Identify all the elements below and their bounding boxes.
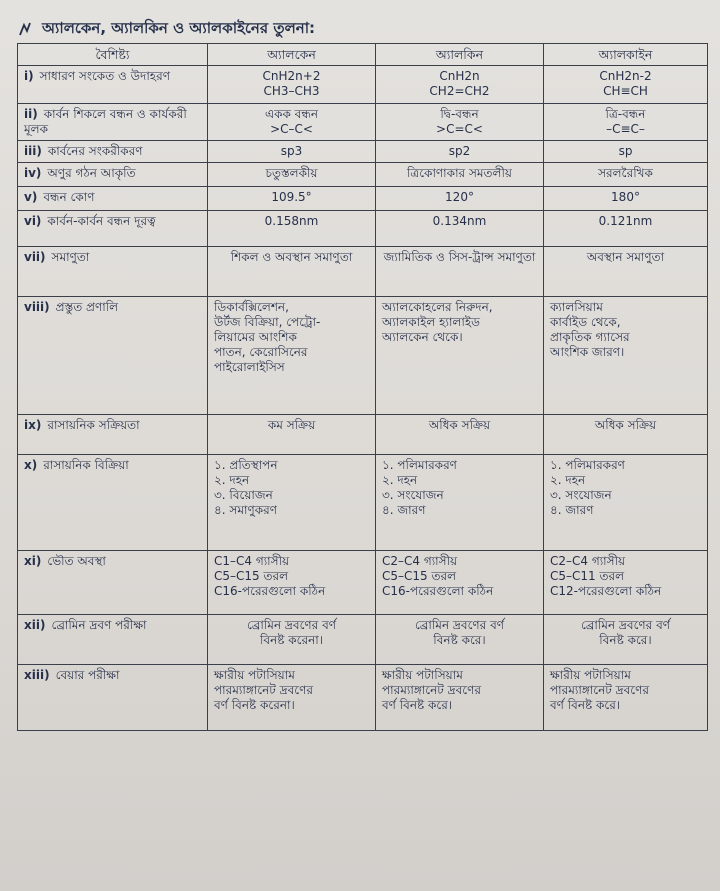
feature-label: প্রস্তুত প্রণালি — [55, 300, 119, 314]
alkane-cell — [208, 551, 376, 615]
alkene-cell — [376, 297, 544, 415]
alkene-cell — [376, 66, 544, 104]
alkene-cell — [376, 615, 544, 665]
alkene-line: CH2=CH2 — [429, 84, 490, 98]
alkyne-line: C5–C11 তরল — [550, 569, 625, 583]
alkyne-line: বিনষ্ট করে। — [599, 633, 652, 647]
table-row — [18, 104, 708, 141]
alkyne-line: ক্যালসিয়াম — [550, 300, 603, 314]
alkane-line: 0.158nm — [264, 214, 319, 228]
row-number: xiii) — [24, 668, 50, 682]
alkane-line: বিনষ্ট করেনা। — [259, 633, 324, 647]
alkene-line: ব্রোমিন দ্রবণের বর্ণ — [414, 618, 505, 632]
alkene-cell — [376, 247, 544, 297]
alkane-line: >C–C< — [270, 122, 313, 136]
alkene-line: বিনষ্ট করে। — [433, 633, 486, 647]
alkene-line: ত্রিকোণাকার সমতলীয় — [406, 166, 512, 180]
alkane-line: C16-পরেরগুলো কঠিন — [214, 584, 326, 598]
row-number: v) — [24, 190, 38, 204]
page-heading — [18, 14, 315, 44]
alkane-line: কম সক্রিয় — [267, 418, 316, 432]
feature-cell — [18, 415, 208, 455]
alkane-line: C5–C15 তরল — [214, 569, 289, 583]
alkyne-line: কার্বাইড থেকে, — [550, 315, 621, 329]
table-row — [18, 247, 708, 297]
alkyne-cell — [544, 297, 708, 415]
alkyne-cell — [544, 665, 708, 731]
alkyne-line: ৩. সংযোজন — [550, 488, 612, 502]
alkane-line: ব্রোমিন দ্রবণের বর্ণ — [246, 618, 337, 632]
alkane-line: 109.5° — [271, 190, 312, 204]
header-alkene: অ্যালকিন — [376, 44, 544, 66]
alkane-cell — [208, 415, 376, 455]
comparison-table — [17, 43, 708, 731]
alkyne-line: –C≡C– — [606, 122, 645, 136]
row-number: i) — [24, 69, 34, 83]
table-header-row — [18, 44, 708, 66]
alkyne-line: ব্রোমিন দ্রবণের বর্ণ — [580, 618, 671, 632]
alkene-cell — [376, 455, 544, 551]
feature-cell — [18, 665, 208, 731]
alkyne-line: প্রাকৃতিক গ্যাসের — [550, 330, 630, 344]
table-row — [18, 66, 708, 104]
alkene-cell — [376, 665, 544, 731]
alkyne-cell — [544, 141, 708, 163]
alkene-line: >C=C< — [436, 122, 483, 136]
alkane-cell — [208, 66, 376, 104]
alkane-line: পাতন, কেরোসিনের — [214, 345, 308, 359]
alkene-cell — [376, 551, 544, 615]
alkane-cell — [208, 665, 376, 731]
alkyne-cell — [544, 187, 708, 211]
alkane-cell — [208, 104, 376, 141]
table-row — [18, 551, 708, 615]
alkane-line: sp3 — [280, 144, 303, 158]
table-row — [18, 163, 708, 187]
alkane-line: ২. দহন — [214, 473, 250, 487]
alkyne-line: পারম্যাঙ্গানেট দ্রবণের — [550, 683, 649, 697]
alkene-line: ১. পলিমারকরণ — [382, 458, 457, 472]
alkane-cell — [208, 615, 376, 665]
feature-label: অণুর গঠন আকৃতি — [47, 166, 136, 180]
alkene-cell — [376, 104, 544, 141]
alkyne-line: 180° — [611, 190, 640, 204]
alkane-line: চতুস্তলকীয় — [265, 166, 318, 180]
alkyne-cell — [544, 104, 708, 141]
feature-cell — [18, 551, 208, 615]
alkene-line: অ্যালকাইল হ্যালাইড — [382, 315, 480, 329]
alkane-line: ৩. বিয়োজন — [214, 488, 273, 502]
alkyne-cell — [544, 163, 708, 187]
feature-cell — [18, 141, 208, 163]
feature-label: কার্বন শিকলে বন্ধন ও কার্যকরী মূলক — [24, 107, 187, 136]
feature-cell — [18, 104, 208, 141]
alkane-line: একক বন্ধন — [264, 107, 319, 121]
alkene-cell — [376, 187, 544, 211]
alkane-cell — [208, 297, 376, 415]
alkane-line: পাইরোলাইসিস — [214, 360, 285, 374]
feature-label: ব্রোমিন দ্রবণ পরীক্ষা — [51, 618, 147, 632]
alkane-cell — [208, 187, 376, 211]
alkene-line: জ্যামিতিক ও সিস-ট্রান্স সমাণুতা — [383, 250, 536, 264]
alkyne-line: C12-পরেরগুলো কঠিন — [550, 584, 662, 598]
alkane-line: বর্ণ বিনষ্ট করেনা। — [214, 698, 295, 712]
feature-cell — [18, 247, 208, 297]
alkene-line: 120° — [445, 190, 474, 204]
header-alkyne: অ্যালকাইন — [544, 44, 708, 66]
feature-label: কার্বনের সংকরীকরণ — [47, 144, 143, 158]
alkane-cell — [208, 211, 376, 247]
page-title: অ্যালকেন, অ্যালকিন ও অ্যালকাইনের তুলনা: — [42, 18, 316, 37]
row-number: ii) — [24, 107, 38, 121]
alkane-line: ক্ষারীয় পটাসিয়াম — [214, 668, 295, 682]
alkyne-line: ১. পলিমারকরণ — [550, 458, 625, 472]
alkene-cell — [376, 141, 544, 163]
row-number: vi) — [24, 214, 42, 228]
alkyne-line: ২. দহন — [550, 473, 586, 487]
alkene-line: অ্যালকেন থেকে। — [382, 330, 463, 344]
feature-label: বন্ধন কোণ — [43, 190, 95, 204]
alkane-cell — [208, 455, 376, 551]
table-row — [18, 455, 708, 551]
feature-label: কার্বন-কার্বন বন্ধন দূরত্ব — [47, 214, 156, 228]
row-number: vii) — [24, 250, 46, 264]
alkene-line: পারম্যাঙ্গানেট দ্রবণের — [382, 683, 481, 697]
alkyne-line: অবস্থান সমাণুতা — [586, 250, 665, 264]
header-alkane: অ্যালকেন — [208, 44, 376, 66]
feature-label: রাসায়নিক বিক্রিয়া — [43, 458, 129, 472]
alkane-line: শিকল ও অবস্থান সমাণুতা — [230, 250, 353, 264]
alkene-line: দ্বি-বন্ধন — [440, 107, 479, 121]
alkyne-line: sp — [618, 144, 633, 158]
alkene-line: sp2 — [448, 144, 471, 158]
alkene-line: অধিক সক্রিয় — [428, 418, 491, 432]
alkene-line: C2–C4 গ্যাসীয় — [382, 554, 458, 568]
alkyne-cell — [544, 455, 708, 551]
feature-label: সমাণুতা — [51, 250, 90, 264]
table-row — [18, 615, 708, 665]
alkyne-line: C2–C4 গ্যাসীয় — [550, 554, 626, 568]
alkane-line: পারম্যাঙ্গানেট দ্রবণের — [214, 683, 313, 697]
feature-cell — [18, 211, 208, 247]
alkyne-line: CnH2n-2 — [599, 69, 652, 83]
table-row — [18, 665, 708, 731]
table-row — [18, 297, 708, 415]
alkane-line: ৪. সমাণুকরণ — [214, 503, 277, 517]
row-number: iii) — [24, 144, 42, 158]
header-feature: বৈশিষ্ট্য — [18, 44, 208, 66]
feature-cell — [18, 187, 208, 211]
alkane-line: C1–C4 গ্যাসীয় — [214, 554, 290, 568]
alkyne-cell — [544, 66, 708, 104]
feature-label: ভৌত অবস্থা — [47, 554, 106, 568]
alkyne-cell — [544, 211, 708, 247]
alkene-line: ২. দহন — [382, 473, 418, 487]
alkane-line: উর্টজ বিক্রিয়া, পেট্রো- — [214, 315, 321, 329]
alkyne-cell — [544, 615, 708, 665]
feature-cell — [18, 66, 208, 104]
alkane-line: ডিকার্বক্সিলেশন, — [214, 300, 289, 314]
alkyne-line: ৪. জারণ — [550, 503, 594, 517]
table-row — [18, 211, 708, 247]
alkyne-line: আংশিক জারণ। — [550, 345, 625, 359]
alkyne-cell — [544, 415, 708, 455]
alkene-line: 0.134nm — [432, 214, 487, 228]
feature-cell — [18, 163, 208, 187]
feature-cell — [18, 615, 208, 665]
alkene-line: CnH2n — [439, 69, 480, 83]
row-number: ix) — [24, 418, 42, 432]
alkene-line: C5–C15 তরল — [382, 569, 457, 583]
alkene-cell — [376, 163, 544, 187]
alkane-line: ১. প্রতিস্থাপন — [214, 458, 278, 472]
alkene-cell — [376, 211, 544, 247]
alkyne-line: অধিক সক্রিয় — [594, 418, 657, 432]
alkyne-cell — [544, 551, 708, 615]
table-row — [18, 187, 708, 211]
alkane-line: CnH2n+2 — [262, 69, 321, 83]
row-number: viii) — [24, 300, 50, 314]
alkane-cell — [208, 141, 376, 163]
alkene-line: C16-পরেরগুলো কঠিন — [382, 584, 494, 598]
pen-mark-icon — [18, 21, 34, 37]
table-row — [18, 415, 708, 455]
alkyne-line: CH≡CH — [603, 84, 648, 98]
alkyne-line: 0.121nm — [598, 214, 653, 228]
alkane-line: লিয়ামের আংশিক — [214, 330, 297, 344]
alkene-line: ৩. সংযোজন — [382, 488, 444, 502]
feature-cell — [18, 455, 208, 551]
feature-label: বেয়ার পরীক্ষা — [55, 668, 120, 682]
alkene-line: ৪. জারণ — [382, 503, 426, 517]
alkene-line: বর্ণ বিনষ্ট করে। — [382, 698, 453, 712]
row-number: x) — [24, 458, 38, 472]
alkene-cell — [376, 415, 544, 455]
feature-label: রাসায়নিক সক্রিয়তা — [47, 418, 140, 432]
row-number: iv) — [24, 166, 42, 180]
feature-label: সাধারণ সংকেত ও উদাহরণ — [39, 69, 170, 83]
row-number: xii) — [24, 618, 46, 632]
alkane-line: CH3–CH3 — [263, 84, 320, 98]
alkyne-line: ত্রি-বন্ধন — [605, 107, 646, 121]
alkyne-line: বর্ণ বিনষ্ট করে। — [550, 698, 621, 712]
alkyne-line: ক্ষারীয় পটাসিয়াম — [550, 668, 631, 682]
alkane-cell — [208, 163, 376, 187]
feature-cell — [18, 297, 208, 415]
table-row — [18, 141, 708, 163]
alkene-line: ক্ষারীয় পটাসিয়াম — [382, 668, 463, 682]
row-number: xi) — [24, 554, 42, 568]
alkyne-line: সরলরৈখিক — [598, 166, 653, 180]
alkane-cell — [208, 247, 376, 297]
alkyne-cell — [544, 247, 708, 297]
alkene-line: অ্যালকোহলের নিরুদন, — [382, 300, 493, 314]
